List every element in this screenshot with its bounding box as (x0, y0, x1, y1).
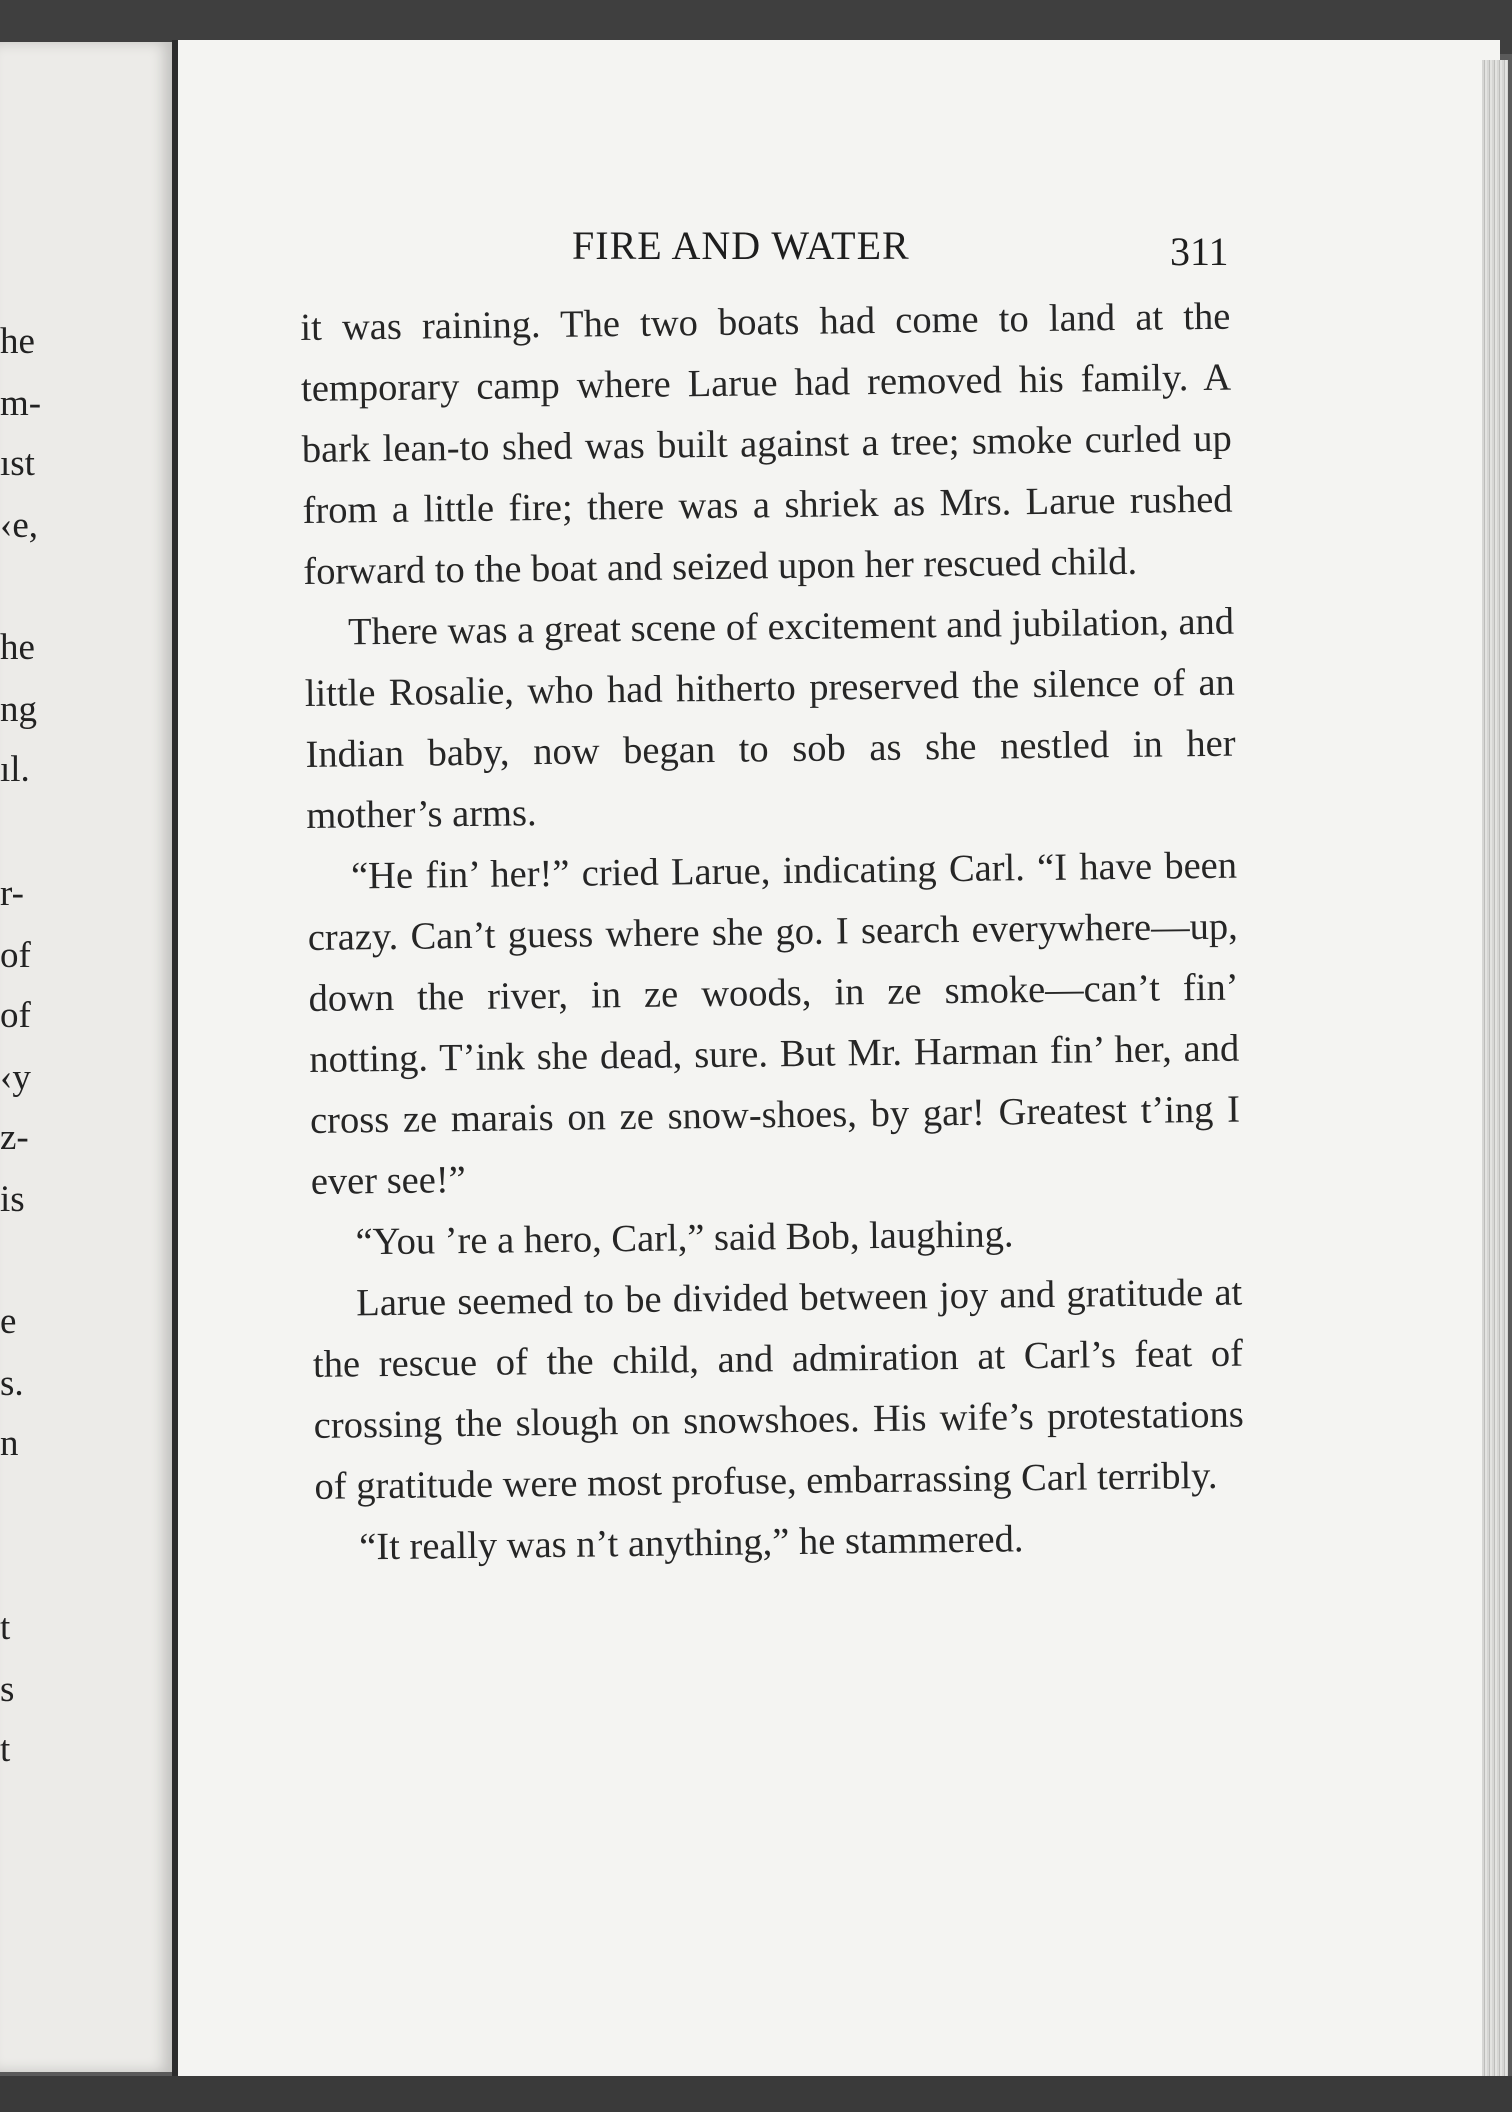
left-fragment: ıst (0, 443, 35, 484)
left-fragment: of (0, 935, 31, 976)
left-fragment: is (0, 1179, 25, 1220)
left-fragment: ng (0, 689, 37, 730)
left-fragment: t (0, 1729, 11, 1770)
body-text (300, 287, 1246, 1579)
left-fragment: s (0, 1669, 15, 1710)
left-fragment: he (0, 321, 35, 362)
left-fragment: e (0, 1301, 17, 1342)
left-fragment: s. (0, 1363, 24, 1404)
paragraph: “It really was n’t anything,” he stammered. (359, 1518, 1024, 1569)
page-edges (1482, 60, 1508, 2090)
left-page-fragments (0, 42, 174, 2072)
left-fragment: z- (0, 1117, 29, 1158)
left-fragment: m- (0, 383, 42, 424)
paragraph: Larue seemed to be divided between joy and gratitude at the rescue of the child, and admiration at Carl’s feat of crossing the slough on snowshoes. His wife’s protestations of gratitude were most profuse, embarrassing Carl terribly. (312, 1271, 1244, 1508)
left-fragment: ‹e, (0, 505, 38, 546)
running-head: FIRE AND WATER (572, 223, 910, 268)
page-number: 311 (1170, 229, 1229, 274)
scan-bottom-band (0, 2076, 1512, 2112)
paragraph: There was a great scene of excitement and jubilation, and little Rosalie, who had hitherto preserved the silence of an Indian baby, now began to sob as she nestled in her mother’s arms. (304, 600, 1236, 837)
left-fragment: of (0, 995, 31, 1036)
left-page (0, 42, 174, 2072)
left-fragment: ıl. (0, 749, 30, 790)
left-fragment: r- (0, 873, 24, 914)
left-fragment: t (0, 1607, 11, 1648)
left-fragment: ‹y (0, 1057, 31, 1098)
paragraph: it was raining. The two boats had come to land at the temporary camp where Larue had removed his family. A bark lean-to shed was built against a tree; smoke curled up from a little fire; there was a shriek as Mrs. Larue rushed forward to the boat and seized upon her rescued child. (300, 295, 1233, 593)
left-fragment: n (0, 1423, 19, 1464)
paragraph: “You ’re a hero, Carl,” said Bob, laughing. (355, 1213, 1014, 1264)
paragraph: “He fin’ her!” cried Larue, indicating Carl. “I have been crazy. Can’t guess where she go. I search everywhere—up, down the river, in ze woods, in ze smoke—can’t fin’ notting. T’ink she dead, sure. But Mr. Harman fin’ her, and cross ze marais on ze snow-shoes, by gar! Greatest t’ing I ever see!” (307, 844, 1241, 1203)
left-fragment: he (0, 627, 35, 668)
